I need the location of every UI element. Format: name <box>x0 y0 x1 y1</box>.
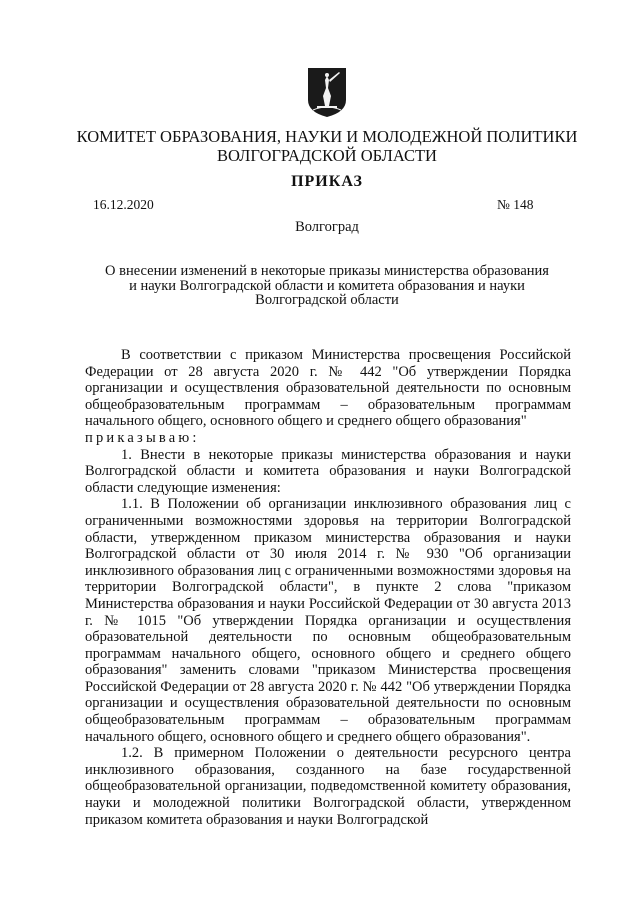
subject-line-2: и науки Волгоградской области и комитета образования и науки <box>129 277 525 294</box>
subject-line-1: О внесении изменений в некоторые приказы министерства образования <box>105 263 549 279</box>
order-city: Волгоград <box>295 219 359 235</box>
body-paragraph-item-1-1: 1.1. В Положении об организации инклюзивного образования лиц с ограниченными возможностями здоровья на территории Волгоградской области, утвержденном приказом министерства образования и науки Волгоградской области от 30 июля 2014 г. № 930 "Об организации инклюзивного образования лиц с ограниченными возможностями здоровья на территории Волгоградской области", в пункте 2 слова "приказом Министерства образования и науки Российской Федерации от 30 августа 2013 г. № 1015 "Об утверждении Порядка организации и осуществления образовательной деятельности по основным общеобразовательным программам начального общего, основного общего и среднего общего образования" заменить словами "приказом Министерства просвещения Российской Федерации от 28 августа 2020 г. № 442 "Об утверждении Порядка организации и осуществления образовательной деятельности по основным общеобразовательным программам – образовательным программам начального общего, основного общего и среднего общего образования". <box>85 496 571 745</box>
order-body <box>85 347 571 828</box>
org-line-2: ВОЛГОГРАДСКОЙ ОБЛАСТИ <box>217 146 437 165</box>
volgograd-emblem-icon <box>305 66 349 118</box>
body-paragraph-item-1-2: 1.2. В примерном Положении о деятельности ресурсного центра инклюзивного образования, созданного на базе государственной общеобразовательной организации, подведомственной комитету образования, науки и молодежной политики Волгоградской области, утвержденном приказом комитета образования и науки Волгоградской <box>85 745 571 828</box>
order-title: ПРИКАЗ <box>291 173 363 190</box>
subject-line-3: Волгоградской области <box>255 292 399 308</box>
order-subject <box>100 264 554 308</box>
order-number: № 148 <box>497 197 534 212</box>
organization-name <box>60 127 594 165</box>
org-line-1: КОМИТЕТ ОБРАЗОВАНИЯ, НАУКИ И МОЛОДЕЖНОЙ ПОЛИТИКИ <box>76 127 578 146</box>
body-paragraph-preamble: В соответствии с приказом Министерства просвещения Российской Федерации от 28 августа 2020 г. № 442 "Об утверждении Порядка организации и осуществления образовательной деятельности по основным общеобразовательным программам – образовательным программам начального общего, основного общего и среднего общего образования" <box>85 347 571 430</box>
body-paragraph-item-1: 1. Внести в некоторые приказы министерства образования и науки Волгоградской области и комитета образования и науки Волгоградской области следующие изменения: <box>85 446 571 496</box>
order-date: 16.12.2020 <box>93 197 154 212</box>
prikazyvayu-word: приказываю: <box>85 429 200 446</box>
